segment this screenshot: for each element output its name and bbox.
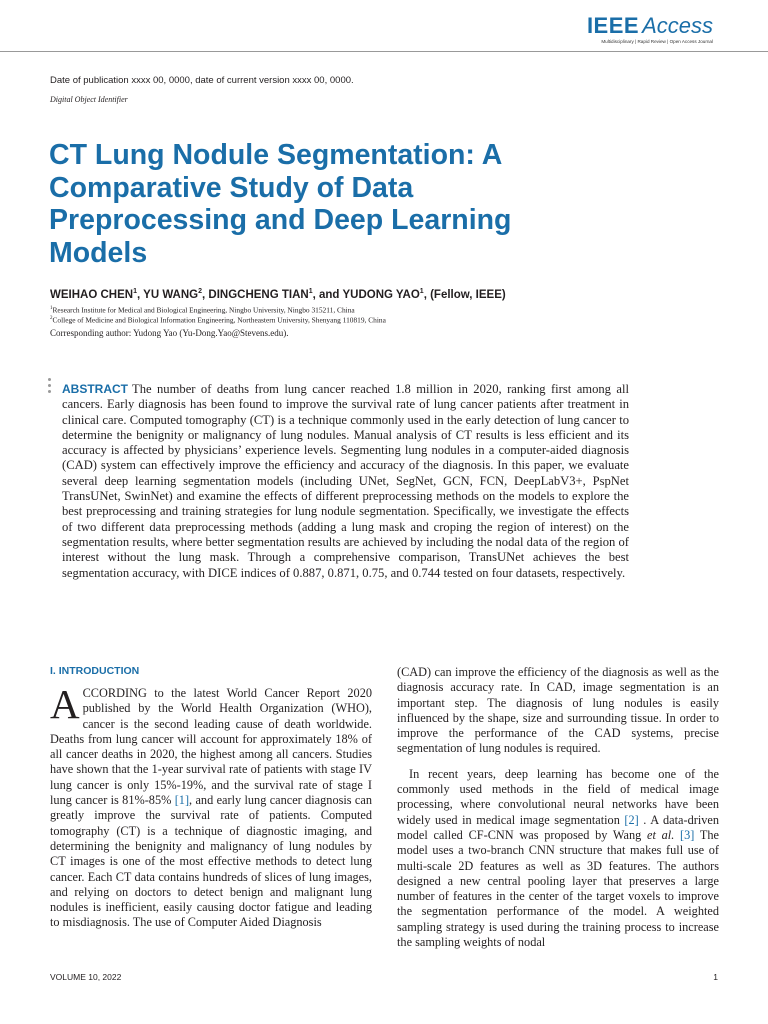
page-number: 1: [713, 972, 718, 982]
body-column-right: [397, 665, 719, 950]
logo-access: Access: [642, 13, 713, 38]
corresponding-author: Corresponding author: Yudong Yao (Yu-Dong.Yao@Stevens.edu).: [50, 328, 289, 338]
affiliation-mark: 2: [50, 316, 53, 321]
author-name: WEIHAO CHEN: [50, 288, 134, 301]
author-name: YUDONG YAO: [342, 288, 420, 301]
footer-volume: VOLUME 10, 2022: [50, 972, 122, 982]
et-al: et al.: [647, 827, 675, 842]
author-affiliation-mark: 1: [419, 288, 424, 295]
publication-date: Date of publication xxxx 00, 0000, date of current version xxxx 00, 0000.: [50, 75, 354, 86]
logo-ieee: IEEE: [586, 13, 640, 38]
author-suffix: (Fellow, IEEE): [430, 288, 506, 301]
paragraph: [397, 767, 719, 951]
abstract: [62, 382, 629, 581]
drop-cap: A: [50, 681, 80, 727]
citation-link[interactable]: [3]: [680, 827, 695, 842]
author-name: YU WANG: [143, 288, 199, 301]
author-name: DINGCHENG TIAN: [208, 288, 309, 301]
affiliation-mark: 1: [50, 306, 53, 311]
paragraph: (CAD) can improve the efficiency of the diagnosis as well as the diagnosis accuracy rate. In CAD, image segmentation is an important step. The diagnosis of lung nodules is easily influenced by the shape, size and surrounding tissue. In order to improve the performance of the CAD systems, precise segmentation of lung nodules is required.: [397, 665, 719, 756]
body-column-left: [50, 681, 372, 931]
paragraph-text: . A data-driven model called CF-CNN was proposed by Wang: [397, 812, 719, 842]
paragraph-text: CCORDING to the latest World Cancer Report 2020 published by the World Health Organization (WHO), cancer is the second leading cause of death worldwide. Deaths from lung cancer will account for approximately 18% of all cancer deaths in 2020, the highest among all cancers. Studies have shown that the 1-year survival rate of patients with stage IV lung cancer is only 15%-19%, and the survival rate of stage I lung cancer is 81%-85%: [50, 686, 372, 808]
logo-tagline: Multidisciplinary | Rapid Review | Open Access Journal: [601, 39, 713, 44]
header-divider: [0, 51, 768, 52]
journal-logo: [587, 14, 713, 44]
paragraph-text: , and early lung cancer diagnosis can greatly improve the survival rate of patients. Computed tomography (CT) is a technique of diagnostic imaging, and determining the benignity and malignancy of lung nodules by CT images is one of the most effective methods to detect lung cancer. Each CT data contains hundreds of slices of lung images, and relying on doctors to detect benign and malignant lung nodules is inefficient, easily causing doctor fatigue and leading to misdiagnosis. The use of Computer Aided Diagnosis: [50, 793, 372, 930]
paragraph-text: In recent years, deep learning has become one of the commonly used methods in the field of medical image processing, where convolutional neural networks have been widely used in medical image segmentation: [397, 766, 719, 827]
author-list: WEIHAO CHEN$^1$, YU WANG$^2$, DINGCHENG TIAN$^1$, and YUDONG YAO$^1$, (Fellow, IEEE): [50, 288, 506, 301]
author-affiliation-mark: 2: [198, 288, 203, 295]
affiliation-text: College of Medicine and Biological Information Engineering, Northeastern University, Shenyang 110819, China: [52, 315, 386, 325]
section-heading: I. INTRODUCTION: [50, 665, 140, 677]
author-affiliation-mark: 1: [308, 288, 313, 295]
abstract-label: ABSTRACT: [62, 382, 128, 396]
abstract-text: The number of deaths from lung cancer reached 1.8 million in 2020, ranking first among all cancers. Early diagnosis has been found to improve the survival rate of lung cancer patients after treatment in clinical care. Computed tomography (CT) is a technique commonly used in the early detection of lung cancer to determine the benignity or malignancy of lung nodules. Manual analysis of CT results is less efficient and its accuracy is affected by physicians’ experience levels. Segmenting lung nodules in a computer-aided diagnosis (CAD) system can effectively improve the efficiency and accuracy of the diagnosis. In this paper, we evaluate several deep learning segmentation models (including UNet, SegNet, GCN, FCN, DeepLabV3+, PspNet TransUNet, SwinNet) and examine the effects of different preprocessing methods on the models to explore the best preprocessing and training strategies for lung nodule segmentation. Specifically, we investigate the effects of two different data preprocessing methods (adding a lung mask and croping the region of interest) on the segmentation results, where better segmentation results are achieved by including the nodal data of the region of interest without the lung mask. Through a comprehensive comparison, TransUNet achieves the best segmentation accuracy, with DICE indices of 0.887, 0.871, 0.75, and 0.744 tested on four datasets, respectively.: [62, 382, 629, 580]
affiliation-text: Research Institute for Medical and Biological Engineering, Ningbo University, Ningbo 315211, China: [52, 305, 355, 315]
intro-paragraph: [50, 681, 372, 931]
citation-link[interactable]: [1]: [174, 793, 190, 808]
doi-label: Digital Object Identifier: [50, 95, 128, 104]
paragraph-text: The model uses a two-branch CNN structure that makes full use of multi-scale 2D features as well as 3D features. The authors designed a new central pooling layer that preserves a large number of features in the center of the target voxels to improve the segmentation performance of the model. A weighted sampling strategy is used during the training process to increase the sampling weights of nodal: [397, 827, 720, 950]
author-affiliation-mark: 1: [133, 288, 137, 295]
citation-link[interactable]: [2]: [624, 812, 639, 827]
affiliation-2: [50, 314, 386, 325]
author-conjunction: and: [319, 288, 340, 301]
article-title: CT Lung Nodule Segmentation: A Comparative Study of Data Preprocessing and Deep Learning Models: [49, 139, 512, 269]
abstract-marker-icon: [48, 378, 52, 396]
